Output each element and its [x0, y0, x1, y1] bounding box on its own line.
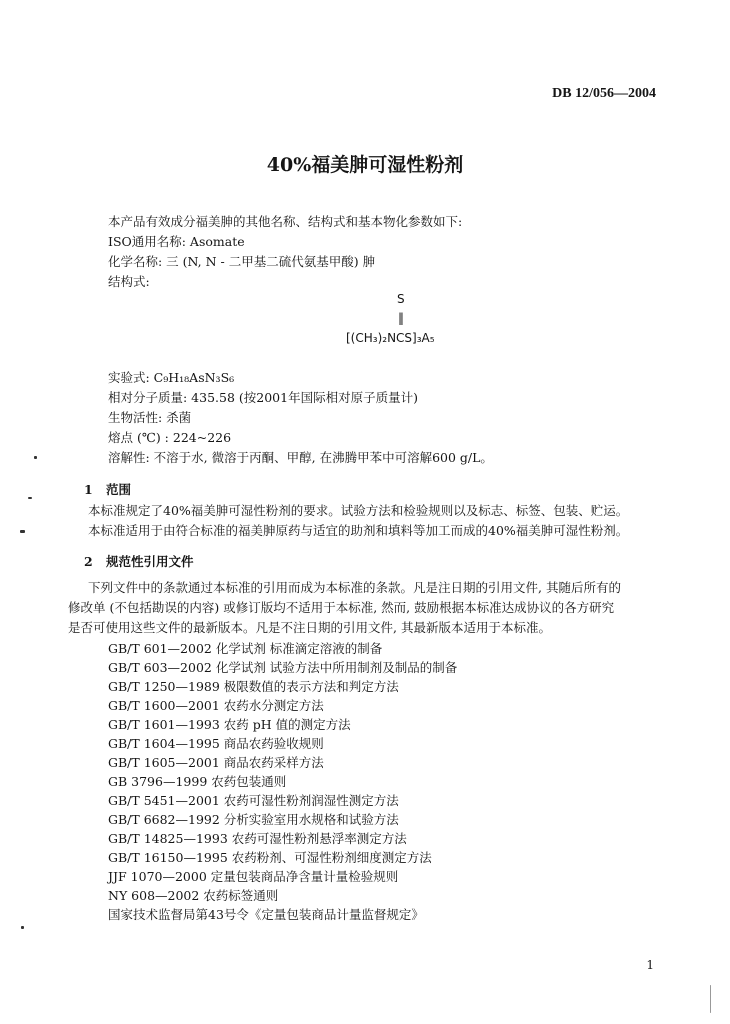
structure-formula: [(CH₃)₂NCS]₃A₅: [346, 331, 435, 345]
molecular-mass: 相对分子质量: 435.58 (按2001年国际相对原子质量计): [108, 390, 418, 405]
scan-speck: [20, 530, 25, 533]
section-2-paragraph-line: 是否可使用这些文件的最新版本。凡是不注日期的引用文件, 其最新版本适用于本标准。: [68, 620, 551, 635]
reference-item: GB/T 603—2002 化学试剂 试验方法中所用制剂及制品的制备: [108, 660, 458, 675]
reference-item: GB 3796—1999 农药包装通则: [108, 774, 287, 789]
iso-name: ISO通用名称: Asomate: [108, 234, 245, 249]
scan-edge-mark: [710, 985, 711, 1013]
document-title: 40%福美胂可湿性粉剂: [266, 154, 464, 176]
section-2-paragraph-line: 修改单 (不包括勘误的内容) 或修订版均不适用于本标准, 然而, 鼓励根据本标准达成协议的各方研究: [68, 600, 615, 615]
section-2-number: 2: [84, 554, 93, 569]
reference-item: GB/T 1600—2001 农药水分测定方法: [108, 698, 324, 713]
section-2-title: 规范性引用文件: [106, 554, 194, 569]
reference-item: JJF 1070—2000 定量包装商品净含量计量检验规则: [108, 869, 399, 884]
section-2-paragraph-line: 下列文件中的条款通过本标准的引用而成为本标准的条款。凡是注日期的引用文件, 其随后所有的: [88, 580, 621, 595]
scan-speck: [21, 926, 24, 929]
structure-sulfur: S: [397, 292, 405, 306]
reference-item: GB/T 601—2002 化学试剂 标准滴定溶液的制备: [108, 641, 383, 656]
structure-label: 结构式:: [108, 274, 150, 289]
section-2-heading: [84, 552, 194, 570]
reference-item: GB/T 1250—1989 极限数值的表示方法和判定方法: [108, 679, 399, 694]
reference-item: GB/T 6682—1992 分析实验室用水规格和试验方法: [108, 812, 399, 827]
reference-item: GB/T 5451—2001 农药可湿性粉剂润湿性测定方法: [108, 793, 399, 808]
structure-double-bond: ‖: [398, 311, 404, 325]
section-1-number: 1: [84, 482, 93, 497]
reference-item: GB/T 16150—1995 农药粉剂、可湿性粉剂细度测定方法: [108, 850, 432, 865]
page-number: 1: [646, 958, 654, 972]
reference-item: GB/T 14825—1993 农药可湿性粉剂悬浮率测定方法: [108, 831, 407, 846]
section-1-title: 范围: [106, 482, 132, 497]
intro-lead: 本产品有效成分福美胂的其他名称、结构式和基本物化参数如下:: [108, 214, 463, 229]
reference-item: NY 608—2002 农药标签通则: [108, 888, 279, 903]
chemical-name: 化学名称: 三 (N, N - 二甲基二硫代氨基甲酸) 胂: [108, 254, 376, 269]
bio-activity: 生物活性: 杀菌: [108, 410, 192, 425]
section-1-paragraph-2: 本标准适用于由符合标准的福美胂原药与适宜的助剂和填料等加工而成的40%福美胂可湿性粉剂。: [88, 523, 629, 538]
reference-item: GB/T 1604—1995 商品农药验收规则: [108, 736, 324, 751]
solubility: 溶解性: 不溶于水, 微溶于丙酮、甲醇, 在沸腾甲苯中可溶解600 g/L。: [108, 450, 493, 465]
reference-item: 国家技术监督局第43号令《定量包装商品计量监督规定》: [108, 907, 424, 922]
empirical-formula: 实验式: C₉H₁₈AsN₃S₆: [108, 370, 235, 385]
scan-speck: [34, 456, 37, 459]
document-code: DB 12/056—2004: [552, 86, 656, 101]
section-1-paragraph-1: 本标准规定了40%福美胂可湿性粉剂的要求。试验方法和检验规则以及标志、标签、包装、贮运。: [88, 503, 629, 518]
section-1-heading: [84, 480, 131, 498]
scan-speck: [28, 497, 32, 499]
melting-point: 熔点 (℃) : 224~226: [108, 430, 232, 445]
reference-item: GB/T 1601—1993 农药 pH 值的测定方法: [108, 717, 351, 732]
reference-item: GB/T 1605—2001 商品农药采样方法: [108, 755, 324, 770]
